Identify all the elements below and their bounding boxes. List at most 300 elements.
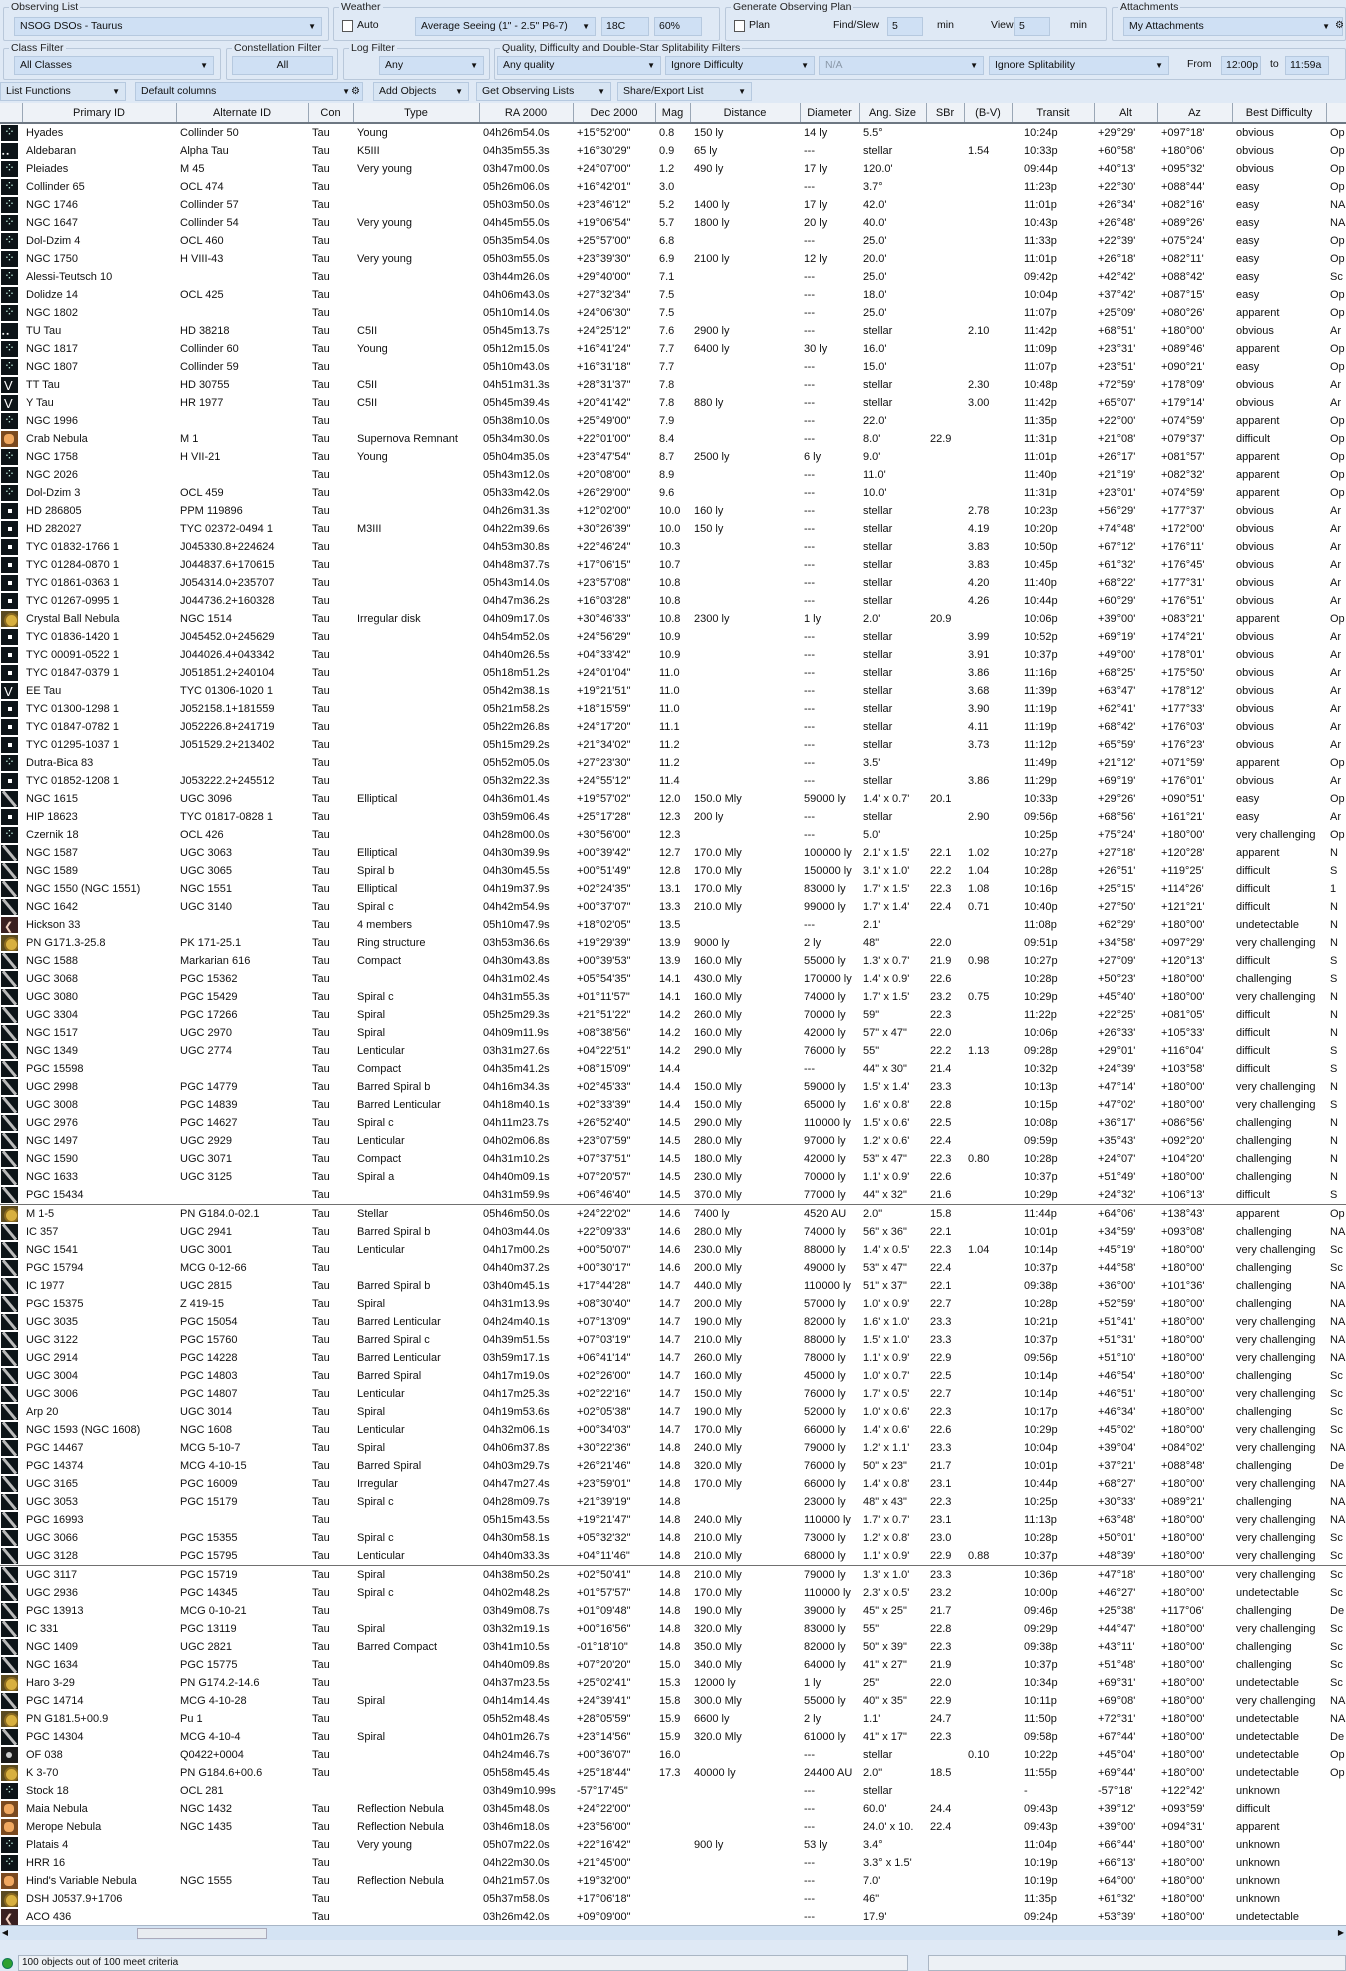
splitability-dropdown[interactable]	[989, 56, 1169, 75]
type-cell: Barred Lenticular	[357, 1099, 441, 1111]
type-cell	[353, 718, 479, 736]
az-cell: +179°14'	[1161, 397, 1205, 409]
table-row[interactable]	[0, 862, 1346, 880]
table-row[interactable]	[0, 898, 1346, 916]
cluster-icon	[1, 125, 18, 141]
ra-cell: 05h45m39.4s	[483, 397, 550, 409]
ang-size-cell: 1.2' x 0.8'	[863, 1532, 910, 1544]
bv-cell	[964, 358, 1012, 376]
table-row[interactable]	[0, 1529, 1346, 1547]
column-header-icon[interactable]	[0, 103, 22, 123]
table-row[interactable]	[0, 1277, 1346, 1295]
table-row[interactable]	[0, 1872, 1346, 1890]
ang-size-cell: 25"	[863, 1677, 880, 1689]
diameter-cell: 59000 ly	[804, 793, 846, 805]
alternate-id-cell: TYC 01817-0828 1	[180, 811, 273, 823]
table-row[interactable]	[0, 286, 1346, 304]
list-functions-dropdown[interactable]	[0, 82, 126, 101]
column-header-best-difficulty[interactable]: Best Difficulty	[1232, 103, 1326, 123]
diameter-cell: 79000 ly	[804, 1442, 846, 1454]
table-row[interactable]	[0, 142, 1346, 160]
table-row[interactable]	[0, 1150, 1346, 1168]
ang-size-cell: 10.0'	[863, 487, 887, 499]
az-cell: +180°00'	[1161, 973, 1205, 985]
table-row[interactable]	[0, 1096, 1346, 1114]
table-row[interactable]	[0, 1656, 1346, 1674]
column-header-diameter[interactable]: Diameter	[800, 103, 859, 123]
table-row[interactable]	[0, 1620, 1346, 1638]
sbr-cell	[926, 502, 964, 520]
table-row[interactable]	[0, 592, 1346, 610]
table-row[interactable]	[0, 1313, 1346, 1331]
auto-checkbox[interactable]	[342, 20, 353, 32]
primary-id-cell: TYC 01836-1420 1	[26, 631, 119, 643]
ra-cell: 04h30m58.1s	[483, 1532, 550, 1544]
sbr-cell	[926, 574, 964, 592]
table-row[interactable]	[0, 1114, 1346, 1132]
ra-cell: 05h33m42.0s	[483, 487, 550, 499]
table-row[interactable]	[0, 1728, 1346, 1746]
primary-id-cell: UGC 2976	[26, 1117, 78, 1129]
table-row[interactable]	[0, 1566, 1346, 1585]
table-row[interactable]	[0, 520, 1346, 538]
table-row[interactable]	[0, 1746, 1346, 1764]
alt-cell: +39°04'	[1098, 1442, 1136, 1454]
mag-cell: 14.7	[659, 1280, 681, 1292]
alternate-id-cell	[176, 268, 308, 286]
clipped-cell: Ar	[1330, 685, 1341, 697]
primary-id-cell: PGC 15598	[26, 1063, 84, 1075]
log-filter-dropdown[interactable]	[379, 56, 484, 75]
clipped-cell: Op	[1330, 289, 1345, 301]
column-header-transit[interactable]: Transit	[1012, 103, 1094, 123]
na-dropdown[interactable]	[819, 56, 984, 75]
scroll-left-icon[interactable]: ◀	[1, 1928, 9, 1937]
table-row[interactable]	[0, 250, 1346, 268]
column-header-con[interactable]: Con	[308, 103, 353, 123]
type-cell: Reflection Nebula	[357, 1875, 444, 1887]
table-row[interactable]	[0, 1493, 1346, 1511]
table-row[interactable]	[0, 376, 1346, 394]
table-row[interactable]	[0, 1295, 1346, 1313]
column-header-alternate-id[interactable]: Alternate ID	[176, 103, 308, 123]
table-row[interactable]	[0, 1186, 1346, 1205]
type-cell: Spiral c	[357, 1587, 394, 1599]
alternate-id-cell: H VII-21	[180, 451, 221, 463]
table-row[interactable]	[0, 412, 1346, 430]
sbr-cell: 23.3	[930, 1442, 952, 1454]
column-header-ang-size[interactable]: Ang. Size	[859, 103, 926, 123]
clipped-cell: Op	[1330, 1767, 1345, 1779]
dec-cell: +07°20'20"	[577, 1659, 631, 1671]
alternate-id-cell: UGC 3071	[180, 1153, 232, 1165]
type-cell: Very young	[357, 163, 413, 175]
sbr-cell	[926, 916, 964, 934]
table-row[interactable]	[0, 1385, 1346, 1403]
distance-cell: 320.0 Mly	[694, 1623, 742, 1635]
con-cell: Tau	[312, 397, 330, 409]
quality-dropdown[interactable]	[497, 56, 661, 75]
temperature-field[interactable]: 18C	[601, 17, 649, 36]
type-cell: Lenticular	[357, 1135, 405, 1147]
object-type-cell	[0, 664, 22, 682]
type-cell	[353, 1908, 479, 1925]
table-row[interactable]	[0, 988, 1346, 1006]
column-header-dec[interactable]: Dec 2000	[573, 103, 655, 123]
column-header-alt[interactable]: Alt	[1094, 103, 1157, 123]
transit-cell: 10:36p	[1024, 1569, 1058, 1581]
ra-cell: 04h42m54.9s	[483, 901, 550, 913]
primary-id-cell: HRR 16	[26, 1857, 66, 1869]
az-cell: +180°00'	[1161, 1388, 1205, 1400]
table-row[interactable]	[0, 1710, 1346, 1728]
object-type-cell	[0, 1890, 22, 1908]
table-row[interactable]	[0, 808, 1346, 826]
best-difficulty-cell: easy	[1236, 235, 1260, 247]
column-header-bv[interactable]: (B-V)	[964, 103, 1012, 123]
var-icon	[1, 377, 18, 393]
table-row[interactable]	[0, 448, 1346, 466]
table-row[interactable]	[0, 358, 1346, 376]
object-type-cell	[0, 1836, 22, 1854]
galaxy-icon	[1, 1332, 18, 1348]
alternate-id-cell: J044837.6+170615	[180, 559, 275, 571]
alt-cell: +68°25'	[1098, 667, 1136, 679]
sbr-cell: 22.2	[930, 865, 952, 877]
ra-cell: 04h48m37.7s	[483, 559, 550, 571]
sbr-cell	[926, 1872, 964, 1890]
type-cell: Spiral c	[357, 1496, 394, 1508]
dec-cell: +25°17'28"	[577, 811, 631, 823]
clipped-cell: NA	[1330, 1352, 1346, 1364]
transit-cell: 09:56p	[1024, 811, 1058, 823]
table-row[interactable]	[0, 1078, 1346, 1096]
table-row[interactable]	[0, 880, 1346, 898]
table-row[interactable]	[0, 646, 1346, 664]
az-cell: +080°26'	[1161, 307, 1205, 319]
type-cell: Stellar	[357, 1208, 389, 1220]
dec-cell: -57°17'45"	[577, 1785, 628, 1797]
table-row[interactable]	[0, 916, 1346, 934]
attachments-dropdown[interactable]	[1123, 17, 1343, 36]
table-row[interactable]	[0, 1674, 1346, 1692]
cluster-icon	[1, 215, 18, 231]
table-row[interactable]	[0, 1223, 1346, 1241]
dec-cell: +26°21'46"	[577, 1460, 631, 1472]
primary-id-cell: NGC 1587	[26, 847, 78, 859]
ang-size-cell: 1.6' x 0.8'	[863, 1099, 910, 1111]
table-row[interactable]	[0, 466, 1346, 484]
ra-cell: 05h18m51.2s	[483, 667, 550, 679]
dec-cell: +25°02'41"	[577, 1677, 631, 1689]
table-row[interactable]	[0, 268, 1346, 286]
table-row[interactable]	[0, 952, 1346, 970]
gear-icon[interactable]: ⚙	[351, 86, 360, 97]
table-row[interactable]	[0, 1764, 1346, 1782]
var-icon	[1, 395, 18, 411]
alt-cell: +46°34'	[1098, 1406, 1136, 1418]
table-row[interactable]	[0, 934, 1346, 952]
alternate-id-cell: UGC 2821	[180, 1641, 232, 1653]
ang-size-cell: 22.0'	[863, 415, 887, 427]
table-row[interactable]	[0, 1908, 1346, 1925]
dec-cell: +23°59'01"	[577, 1478, 631, 1490]
table-row[interactable]	[0, 1241, 1346, 1259]
observing-plan-group	[725, 1, 1107, 41]
type-cell	[353, 1511, 479, 1529]
table-row[interactable]	[0, 700, 1346, 718]
table-row[interactable]	[0, 826, 1346, 844]
diameter-cell: ---	[804, 235, 815, 247]
galaxy-icon	[1, 1133, 18, 1149]
table-row[interactable]	[0, 1692, 1346, 1710]
table-row[interactable]	[0, 1547, 1346, 1566]
table-row[interactable]	[0, 1042, 1346, 1060]
bv-cell	[964, 1638, 1012, 1656]
transit-cell: 11:23p	[1024, 181, 1057, 193]
distance-cell	[690, 1746, 800, 1764]
column-header-sbr[interactable]: SBr	[926, 103, 964, 123]
table-row[interactable]	[0, 538, 1346, 556]
sbr-cell: 23.0	[930, 1532, 952, 1544]
mag-cell: 14.8	[659, 1532, 681, 1544]
type-cell: Very young	[357, 253, 413, 265]
table-row[interactable]	[0, 1024, 1346, 1042]
table-row[interactable]	[0, 1331, 1346, 1349]
primary-id-cell: UGC 2936	[26, 1587, 78, 1599]
table-row[interactable]	[0, 1168, 1346, 1186]
table-row[interactable]	[0, 772, 1346, 790]
humidity-field[interactable]: 60%	[654, 17, 702, 36]
ra-cell: 04h26m31.3s	[483, 505, 550, 517]
scroll-right-icon[interactable]: ▶	[1337, 1928, 1345, 1937]
alternate-id-cell: PGC 15179	[180, 1496, 238, 1508]
best-difficulty-cell: obvious	[1236, 649, 1274, 661]
con-cell: Tau	[312, 1424, 330, 1436]
scrollbar-thumb[interactable]	[137, 1928, 267, 1939]
type-cell: Spiral c	[357, 1532, 394, 1544]
sbr-cell	[926, 1854, 964, 1872]
alt-cell: +39°00'	[1098, 1821, 1136, 1833]
object-type-cell	[0, 592, 22, 610]
table-row[interactable]	[0, 1475, 1346, 1493]
clipped-cell: Ar	[1330, 703, 1341, 715]
find-slew-field[interactable]: 5	[887, 17, 923, 36]
diameter-cell: 61000 ly	[804, 1731, 846, 1743]
share-export-dropdown[interactable]	[617, 82, 752, 101]
table-row[interactable]	[0, 664, 1346, 682]
transit-cell: 10:04p	[1024, 1442, 1058, 1454]
table-row[interactable]	[0, 682, 1346, 700]
cluster-icon	[1, 305, 18, 321]
gear-icon[interactable]: ⚙	[1335, 20, 1344, 31]
alternate-id-cell	[176, 304, 308, 322]
table-row[interactable]	[0, 394, 1346, 412]
ra-cell: 04h38m50.2s	[483, 1569, 550, 1581]
table-row[interactable]	[0, 1132, 1346, 1150]
mag-cell: 7.5	[659, 289, 675, 301]
difficulty-dropdown[interactable]	[665, 56, 815, 75]
cluster-icon	[1, 161, 18, 177]
diameter-cell: ---	[804, 505, 815, 517]
table-row[interactable]	[0, 556, 1346, 574]
table-row[interactable]	[0, 736, 1346, 754]
table-row[interactable]	[0, 628, 1346, 646]
table-row[interactable]	[0, 1818, 1346, 1836]
best-difficulty-cell: undetectable	[1236, 1911, 1299, 1923]
az-cell: +180°00'	[1161, 1352, 1205, 1364]
chevron-down-icon: ▼	[112, 87, 120, 96]
bv-cell	[964, 1403, 1012, 1421]
column-header-distance[interactable]: Distance	[690, 103, 800, 123]
type-cell: Spiral c	[357, 1117, 394, 1129]
con-cell: Tau	[312, 1821, 330, 1833]
columns-dropdown[interactable]	[135, 82, 363, 101]
table-row[interactable]	[0, 1584, 1346, 1602]
get-observing-lists-dropdown[interactable]	[476, 82, 611, 101]
table-row[interactable]	[0, 1511, 1346, 1529]
constellation-filter-button[interactable]	[232, 56, 333, 75]
table-row[interactable]	[0, 610, 1346, 628]
bv-cell	[964, 1800, 1012, 1818]
table-row[interactable]	[0, 304, 1346, 322]
table-row[interactable]	[0, 1403, 1346, 1421]
alt-cell: +47°14'	[1098, 1081, 1136, 1093]
table-row[interactable]	[0, 754, 1346, 772]
galaxy-icon	[1, 863, 18, 879]
add-objects-dropdown[interactable]	[373, 82, 469, 101]
horizontal-scrollbar[interactable]	[0, 1925, 1346, 1940]
diameter-cell: ---	[804, 685, 815, 697]
table-row[interactable]	[0, 214, 1346, 232]
diameter-cell: 4520 AU	[804, 1208, 847, 1220]
table-row[interactable]	[0, 1854, 1346, 1872]
ang-size-cell: 1.6' x 1.0'	[863, 1316, 910, 1328]
from-time-field[interactable]: 12:00p	[1221, 56, 1261, 75]
object-type-cell	[0, 1602, 22, 1620]
ra-cell: 04h35m55.3s	[483, 145, 550, 157]
table-row[interactable]	[0, 1457, 1346, 1475]
table-row[interactable]	[0, 574, 1346, 592]
table-row[interactable]	[0, 1638, 1346, 1656]
table-row[interactable]	[0, 196, 1346, 214]
column-header-type[interactable]: Type	[353, 103, 479, 123]
table-row[interactable]	[0, 1349, 1346, 1367]
distance-cell: 320.0 Mly	[694, 1460, 742, 1472]
observing-list-dropdown[interactable]	[14, 17, 322, 36]
column-header-clipped[interactable]	[1326, 103, 1346, 123]
dec-cell: +24°07'00"	[577, 163, 631, 175]
cluster-icon	[1, 1783, 18, 1799]
table-row[interactable]	[0, 484, 1346, 502]
primary-id-cell: UGC 3304	[26, 1009, 78, 1021]
table-row[interactable]	[0, 502, 1346, 520]
bv-cell: 1.54	[968, 145, 990, 157]
dec-cell: +30°56'00"	[577, 829, 631, 841]
distance-cell	[690, 754, 800, 772]
table-row[interactable]	[0, 790, 1346, 808]
table-row[interactable]	[0, 1836, 1346, 1854]
alternate-id-cell: UGC 3125	[180, 1171, 232, 1183]
table-row[interactable]	[0, 1439, 1346, 1457]
seeing-dropdown[interactable]	[415, 17, 596, 36]
table-row[interactable]	[0, 1259, 1346, 1277]
distance-cell: 200.0 Mly	[694, 1298, 742, 1310]
table-row[interactable]	[0, 232, 1346, 250]
ang-size-cell: stellar	[863, 721, 893, 733]
table-row[interactable]	[0, 123, 1346, 142]
table-row[interactable]	[0, 160, 1346, 178]
table-row[interactable]	[0, 1006, 1346, 1024]
con-cell: Tau	[312, 1370, 330, 1382]
galaxy-icon	[1, 1079, 18, 1095]
best-difficulty-cell: apparent	[1236, 451, 1280, 463]
ang-size-cell: stellar	[863, 685, 893, 697]
alternate-id-cell: TYC 02372-0494 1	[180, 523, 273, 535]
table-row[interactable]	[0, 430, 1346, 448]
table-row[interactable]	[0, 340, 1346, 358]
column-header-ra[interactable]: RA 2000	[479, 103, 573, 123]
table-row[interactable]	[0, 322, 1346, 340]
clipped-cell: Ar	[1330, 649, 1341, 661]
ang-size-cell: 1.5' x 1.4'	[863, 1081, 910, 1093]
diameter-cell: ---	[804, 649, 815, 661]
table-row[interactable]	[0, 1800, 1346, 1818]
to-time-field[interactable]: 11:59a	[1285, 56, 1329, 75]
az-cell: +180°00'	[1161, 1316, 1205, 1328]
table-row[interactable]	[0, 1602, 1346, 1620]
ang-size-cell: stellar	[863, 505, 893, 517]
table-row[interactable]	[0, 1367, 1346, 1385]
az-cell: +075°24'	[1161, 235, 1205, 247]
class-filter-dropdown[interactable]	[14, 56, 214, 75]
transit-cell: 10:23p	[1024, 505, 1058, 517]
table-row[interactable]	[0, 718, 1346, 736]
primary-id-cell: Platais 4	[26, 1839, 69, 1851]
column-header-mag[interactable]: Mag	[655, 103, 690, 123]
primary-id-cell: PGC 15375	[26, 1298, 84, 1310]
object-type-cell	[0, 826, 22, 844]
view-field[interactable]: 5	[1014, 17, 1050, 36]
best-difficulty-cell: obvious	[1236, 703, 1274, 715]
table-row[interactable]	[0, 844, 1346, 862]
table-row[interactable]	[0, 1890, 1346, 1908]
column-header-primary-id[interactable]: Primary ID	[22, 103, 176, 123]
mag-cell: 14.5	[655, 1186, 690, 1205]
plan-checkbox[interactable]	[734, 20, 745, 32]
table-row[interactable]	[0, 1421, 1346, 1439]
az-cell: +101°36'	[1161, 1280, 1205, 1292]
best-difficulty-cell: easy	[1236, 811, 1260, 823]
dec-cell: +16°30'29"	[577, 145, 631, 157]
alt-cell: +23°01'	[1098, 487, 1136, 499]
table-row[interactable]	[0, 970, 1346, 988]
alt-cell: +45°04'	[1098, 1749, 1136, 1761]
ang-size-cell: 56" x 36"	[863, 1226, 907, 1238]
column-header-az[interactable]: Az	[1157, 103, 1232, 123]
distance-cell: 300.0 Mly	[694, 1695, 742, 1707]
chevron-down-icon: ▼	[470, 61, 478, 70]
table-row[interactable]	[0, 1205, 1346, 1224]
table-row[interactable]	[0, 1782, 1346, 1800]
table-row[interactable]	[0, 178, 1346, 196]
alt-cell: +46°54'	[1098, 1370, 1136, 1382]
diameter-cell: 88000 ly	[804, 1244, 846, 1256]
transit-cell: 10:14p	[1024, 1388, 1058, 1400]
log-filter-title: Log Filter	[351, 42, 395, 54]
table-row[interactable]	[0, 1060, 1346, 1078]
diameter-cell: ---	[804, 1911, 815, 1923]
